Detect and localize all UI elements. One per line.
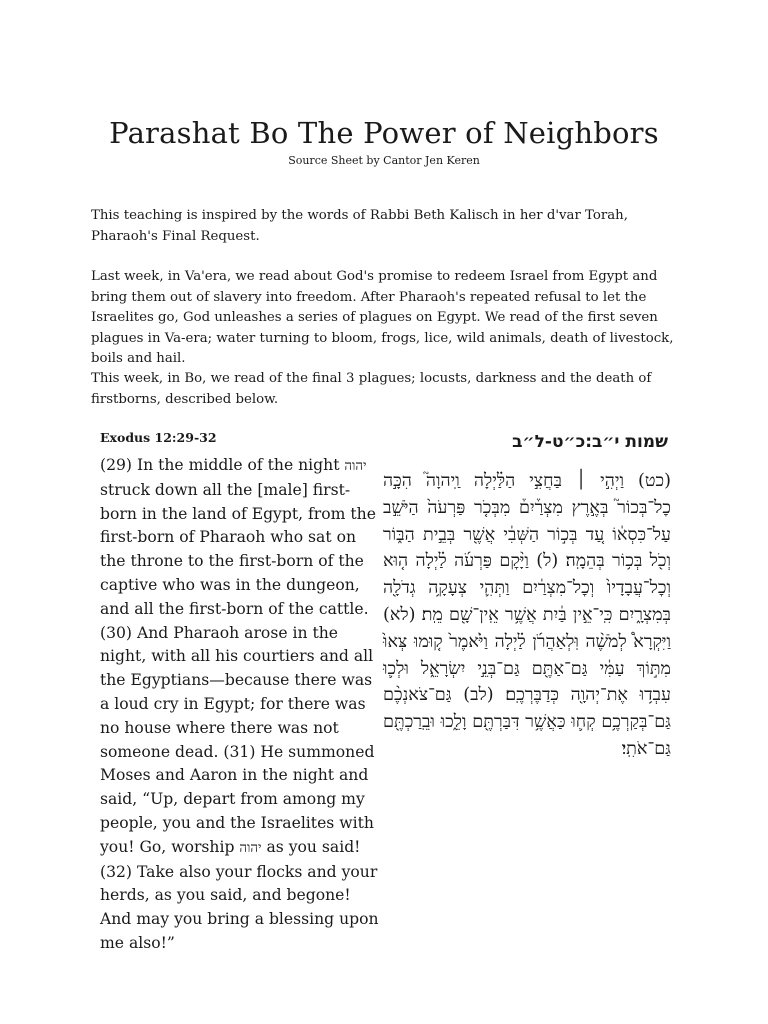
page-subtitle: Source Sheet by Cantor Jen Keren [288,154,480,167]
divine-name: יהוה [344,459,367,474]
english-text-part-2: struck down all the [male] first-born in the land of Egypt, from the first-born of Pharaoh who sat on the throne to the first-born of the captive who was in the dungeon, and all the first-born of the cattle. (30) And Pharaoh arose in the night, with all his courtiers and all the Egyptians—because there was a loud cry in Egypt; for there was no house where there was not someone dead. (31) He summoned Moses and Aaron in the night and said, “Up, depart from among my people, you and the Israelites with you! Go, worship [100,480,376,856]
intro-paragraph-3: This week, in Bo, we read of the final 3 plagues; locusts, darkness and the death of firstborns, described below. [91,371,652,407]
english-source-text [100,454,382,956]
english-text-part-3: as you said! (32) Take also your flocks and your herds, as you said, and begone! And may you bring a blessing upon me also!” [100,837,379,952]
english-source-reference: Exodus 12:29-32 [100,430,217,445]
page-title: Parashat Bo The Power of Neighbors [109,116,659,150]
divine-name: יהוה [239,840,262,856]
hebrew-source-reference: שמות י״ב:כ״ט-ל״ב [512,432,668,452]
intro-paragraph-1: This teaching is inspired by the words of Rabbi Beth Kalisch in her d'var Torah, Pharaoh's Final Request. [91,208,628,244]
intro-paragraph-2: Last week, in Va'era, we read about God's promise to redeem Israel from Egypt and bring them out of slavery into freedom. After Pharaoh's repeated refusal to let the Israelites go, God unleashes a series of plagues on Egypt. We read of the first seven plagues in Va-era; water turning to bloom, frogs, lice, wild animals, death of livestock, boils and hail. [91,269,674,366]
english-text-part-1: (29) In the middle of the night [100,456,345,474]
hebrew-source-text: (כט) וַיְהִ֣י ׀ בַּחֲצִ֣י הַלַּ֗יְלָה וַֽיהוָה֮ הִכָּ֣ה כׇל־בְּכוֹר֮ בְּאֶ֣רֶץ מִצְרַ֒יִם֒ מִבְּכֹ֤ר פַּרְעֹה֙ הַיֹּשֵׁ֣ב עַל־כִּסְא֔וֹ עַ֚ד בְּכ֣וֹר הַשְּׁבִ֔י אֲשֶׁ֖ר בְּבֵ֣ית הַבּ֑וֹר וְכֹ֖ל בְּכ֥וֹר בְּהֵמָֽה׃ (ל) וַיָּ֨קׇם פַּרְעֹ֜ה לַ֗יְלָה ה֤וּא וְכׇל־עֲבָדָיו֙ וְכׇל־מִצְרַ֔יִם וַתְּהִ֛י צְעָקָ֥ה גְדֹלָ֖ה בְּמִצְרָ֑יִם כִּֽי־אֵ֣ין בַּ֔יִת אֲשֶׁ֥ר אֵֽין־שָׁ֖ם מֵֽת׃ (לא) וַיִּקְרָא֩ לְמֹשֶׁ֨ה וּֽלְאַהֲרֹ֜ן לַ֗יְלָה וַיֹּ֙אמֶר֙ ק֤וּמוּ צְּאוּ֙ מִתּ֣וֹךְ עַמִּ֔י גַּם־אַתֶּ֖ם גַּם־בְּנֵ֣י יִשְׂרָאֵ֑ל וּלְכ֛וּ עִבְד֥וּ אֶת־יְהוָ֖ה כְּדַבֶּרְכֶֽם׃ (לב) גַּם־צֹאנְכֶ֨ם גַּם־בְּקַרְכֶ֥ם קְח֛וּ כַּאֲשֶׁ֥ר דִּבַּרְתֶּ֖ם וָלֵ֑כוּ וּבֵֽרַכְתֶּ֖ם גַּם־אֹתִֽי׃ [383,471,671,759]
